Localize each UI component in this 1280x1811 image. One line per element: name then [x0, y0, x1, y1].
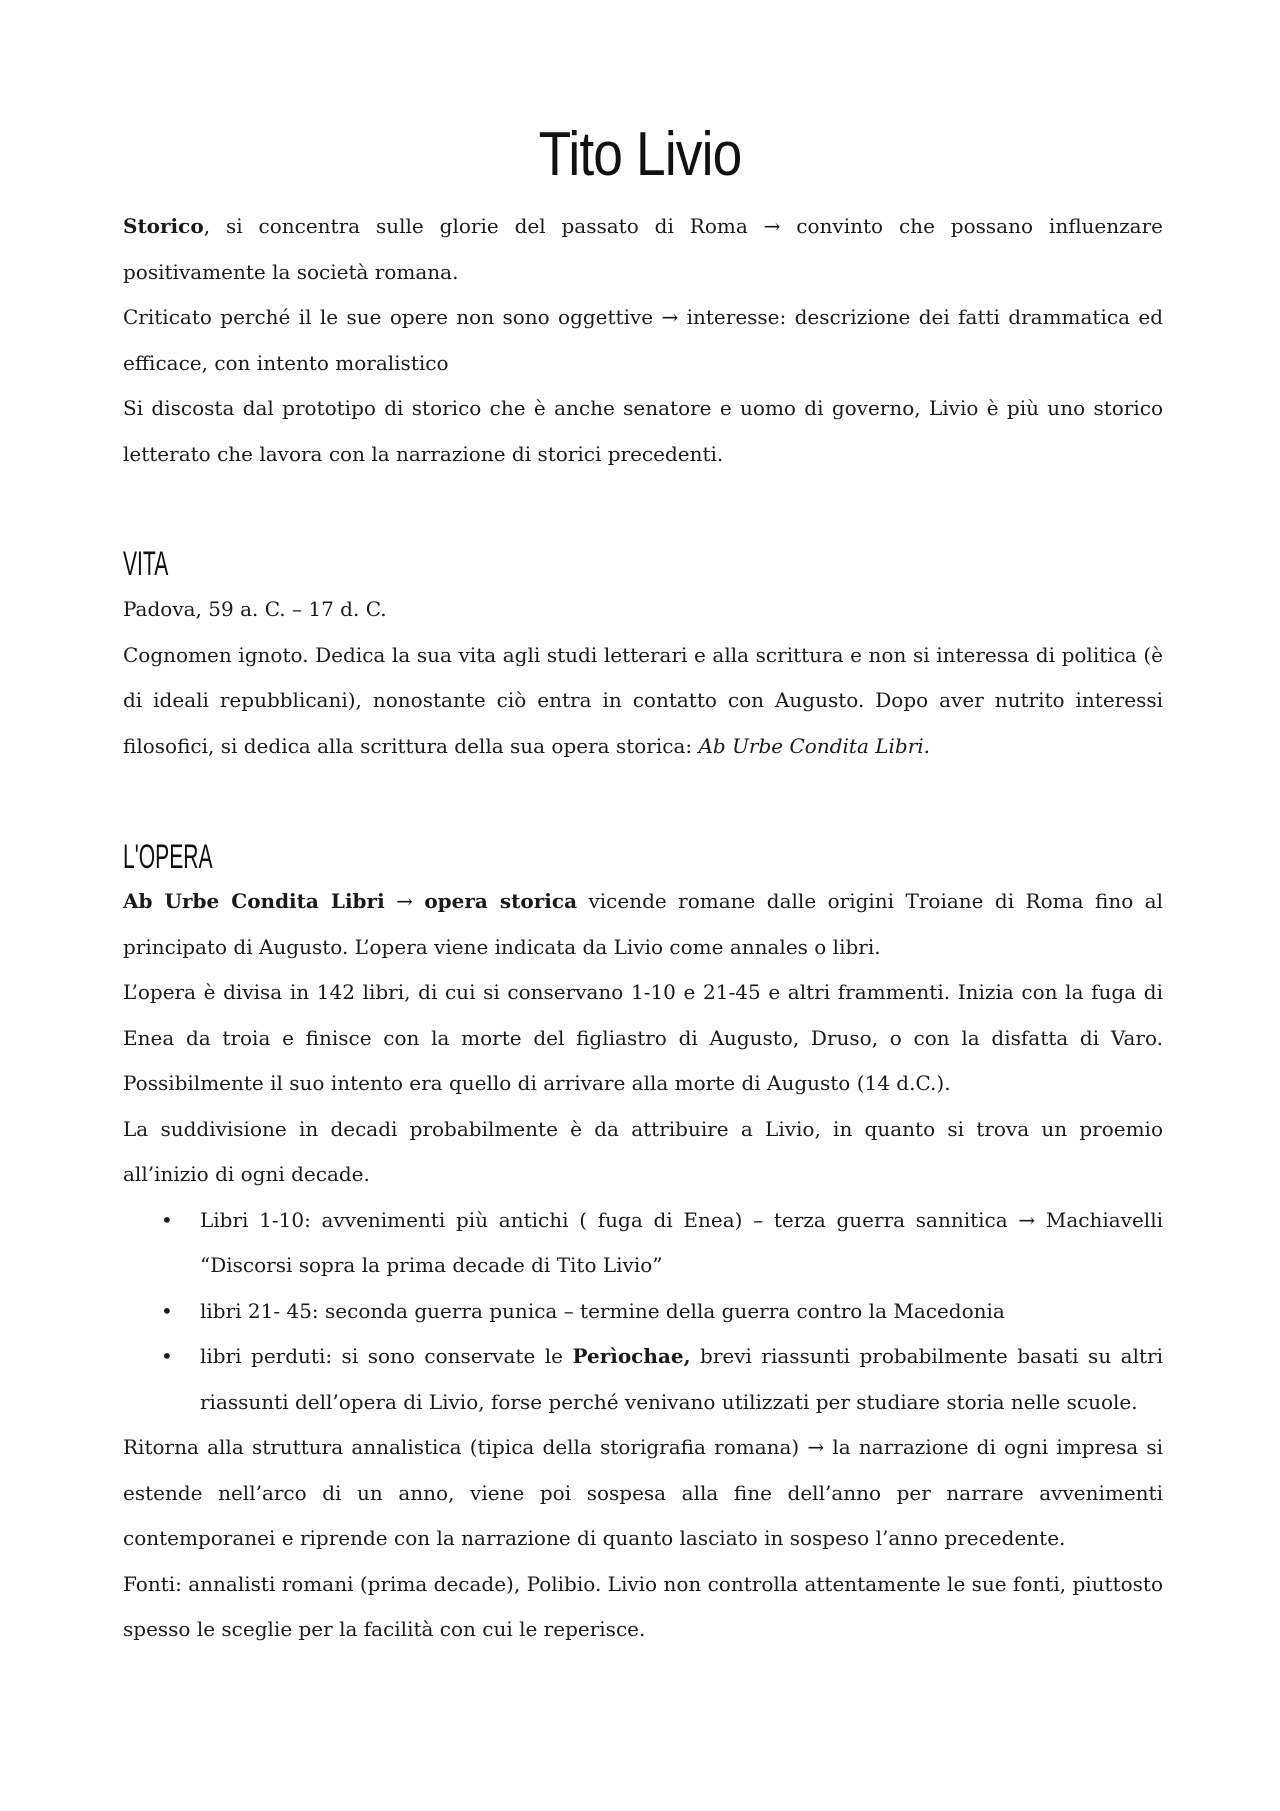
opera-arrow: →	[384, 889, 425, 913]
list-item-text: libri 21- 45: seconda guerra punica – termine della guerra contro la Macedonia	[200, 1298, 1005, 1323]
vita-text: Cognomen ignoto. Dedica la sua vita agli studi letterari e alla scrittura e non si interessa di politica (è di ideali repubblicani), nonostante ciò entra in contatto con Augusto. Dopo aver nutrito interessi filosofici, si dedica alla scrittura della sua opera storica:	[123, 642, 1163, 758]
opera-paragraph-4: Ritorna alla struttura annalistica (tipica della storigrafia romana) → la narrazione di ogni impresa si estende nell’arco di un anno, viene poi sospesa alla fine dell’anno per narrare avvenimenti contemporanei e riprende con la narrazione di quanto lasciato in sospeso l’anno precedente.	[123, 1435, 1163, 1550]
bullet-icon: •	[161, 1344, 173, 1368]
section-heading-opera: L'OPERA	[123, 838, 213, 876]
intro-bold-term: Storico	[123, 214, 204, 238]
opera-genre-bold: opera storica	[424, 889, 578, 913]
list-item-bold-term: Perìochae,	[572, 1344, 691, 1368]
bullet-list	[123, 1198, 1163, 1426]
list-item-text-post: brevi riassunti probabilmente basati su altri riassunti dell’opera di Livio, forse perché venivano utilizzati per studiare storia nelle scuole.	[200, 1344, 1163, 1414]
list-item-text-pre: libri perduti: si sono conservate le	[200, 1344, 573, 1368]
vita-work-title: Ab Urbe Condita Libri.	[698, 733, 931, 758]
opera-paragraph-1-text: vicende romane dalle origini Troiane di Roma fino al principato di Augusto. L’opera viene indicata da Livio come annales o libri.	[123, 889, 1163, 959]
document-body	[123, 204, 1163, 1653]
intro-paragraph-1	[123, 204, 1163, 295]
section-heading-vita: VITA	[123, 545, 169, 583]
intro-paragraph-1-text: , si concentra sulle glorie del passato di Roma → convinto che possano influenzare positivamente la società romana.	[123, 214, 1163, 284]
list-item	[123, 1289, 1163, 1335]
bullet-icon: •	[161, 1298, 173, 1323]
intro-paragraph-3: Si discosta dal prototipo di storico che è anche senatore e uomo di governo, Livio è più uno storico letterato che lavora con la narrazione di storici precedenti.	[123, 396, 1163, 466]
opera-paragraph-2: L’opera è divisa in 142 libri, di cui si conservano 1-10 e 21-45 e altri frammenti. Inizia con la fuga di Enea da troia e finisce con la morte del figliastro di Augusto, Druso, o con la disfatta di Varo. Possibilmente il suo intento era quello di arrivare alla morte di Augusto (14 d.C.).	[123, 980, 1163, 1095]
list-item	[123, 1334, 1163, 1425]
vita-paragraph	[123, 633, 1163, 770]
opera-paragraph-5: Fonti: annalisti romani (prima decade), Polibio. Livio non controlla attentamente le sue fonti, piuttosto spesso le sceglie per la facilità con cui le reperisce.	[123, 1571, 1163, 1641]
opera-title-bold: Ab Urbe Condita Libri	[123, 889, 385, 913]
list-item-text: Libri 1-10: avvenimenti più antichi ( fuga di Enea) – terza guerra sannitica → Machiavelli “Discorsi sopra la prima decade di Tito Livio”	[200, 1207, 1163, 1277]
opera-paragraph-3: La suddivisione in decadi probabilmente è da attribuire a Livio, in quanto si trova un proemio all’inizio di ogni decade.	[123, 1116, 1163, 1186]
page-title: Tito Livio	[538, 120, 742, 189]
opera-paragraph-1	[123, 879, 1163, 970]
vita-dates: Padova, 59 a. C. – 17 d. C.	[123, 597, 387, 621]
list-item	[123, 1198, 1163, 1289]
bullet-icon: •	[161, 1207, 173, 1232]
intro-paragraph-2: Criticato perché il le sue opere non sono oggettive → interesse: descrizione dei fatti drammatica ed efficace, con intento moralistico	[123, 305, 1163, 375]
